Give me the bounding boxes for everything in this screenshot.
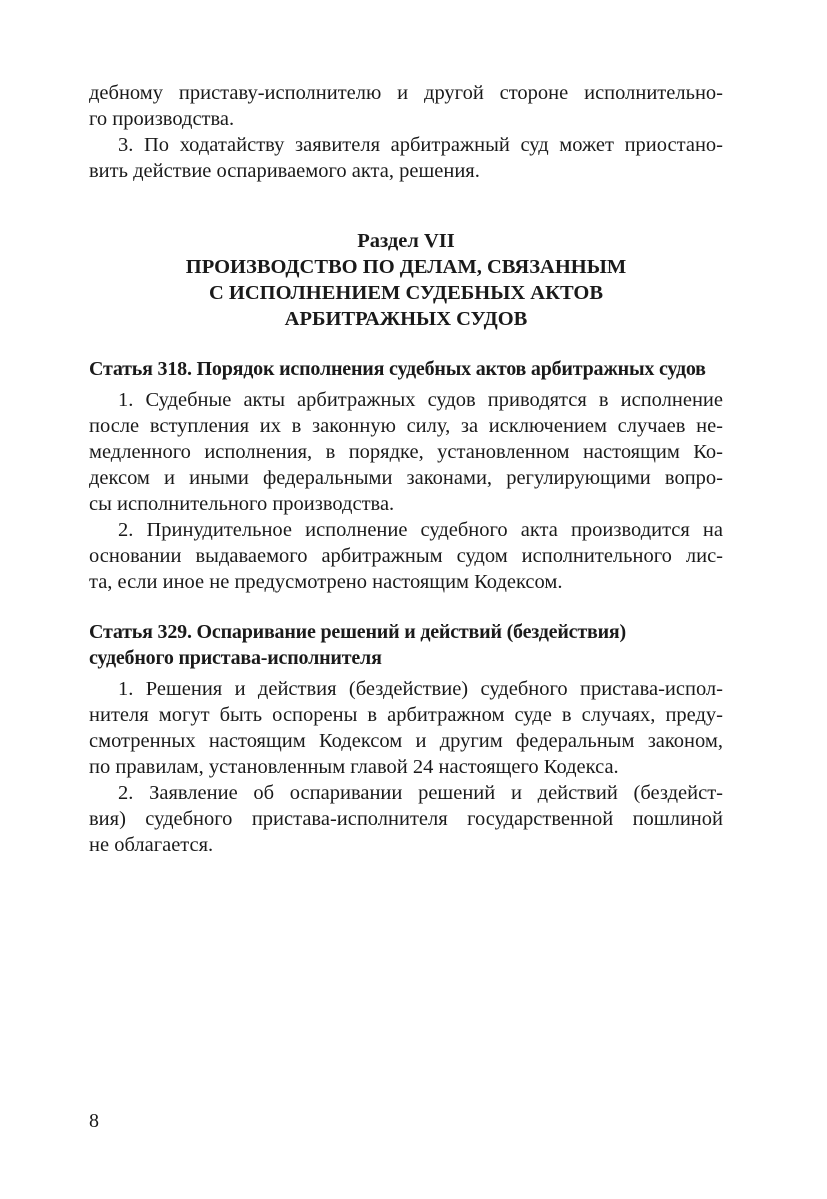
article-329-paragraph-1 <box>89 676 723 780</box>
section-title-line: АРБИТРАЖНЫХ СУДОВ <box>284 308 528 330</box>
text-line: нителя могут быть оспорены в арбитражном суде в случаях, преду- <box>89 704 723 726</box>
text-line: та, если иное не предусмотрено настоящим Кодексом. <box>89 571 563 593</box>
text-line: го производства. <box>89 108 235 130</box>
text-line: сы исполнительного производства. <box>89 493 395 515</box>
text-line: после вступления их в законную силу, за исключением случаев не- <box>89 415 723 437</box>
section-number: Раздел VII <box>357 230 455 252</box>
article-title-line: Статья 329. Оспаривание решений и действий (бездействия) <box>89 621 626 643</box>
text-line: медленного исполнения, в порядке, установленном настоящим Ко- <box>89 441 723 463</box>
section-heading <box>89 228 723 332</box>
text-line: вия) судебного пристава-исполнителя государственной пошлиной <box>89 808 723 830</box>
article-329-paragraph-2 <box>89 780 723 858</box>
article-318-paragraph-2 <box>89 517 723 595</box>
text-line: 2. Принудительное исполнение судебного акта производится на <box>118 519 723 541</box>
page-number: 8 <box>89 1110 99 1132</box>
text-line: вить действие оспариваемого акта, решения. <box>89 160 480 182</box>
article-329-title <box>89 619 723 671</box>
text-line: дебному приставу-исполнителю и другой стороне исполнительно- <box>89 82 723 104</box>
text-line: по правилам, установленным главой 24 настоящего Кодекса. <box>89 756 619 778</box>
text-line: дексом и иными федеральными законами, регулирующими вопро- <box>89 467 723 489</box>
text-line: основании выдаваемого арбитражным судом исполнительного лис- <box>89 545 723 567</box>
text-line: смотренных настоящим Кодексом и другим федеральным законом, <box>89 730 723 752</box>
section-title-line: ПРОИЗВОДСТВО ПО ДЕЛАМ, СВЯЗАННЫМ <box>185 256 627 278</box>
article-title-line: Статья 318. Порядок исполнения судебных актов арбитражных судов <box>89 358 706 380</box>
text-line: 1. Судебные акты арбитражных судов приводятся в исполнение <box>118 389 723 411</box>
article-title-line: судебного пристава-исполнителя <box>89 647 382 669</box>
page-body <box>89 80 723 858</box>
section-title-line: С ИСПОЛНЕНИЕМ СУДЕБНЫХ АКТОВ <box>208 282 603 304</box>
text-line: 1. Решения и действия (бездействие) судебного пристава-испол- <box>118 678 723 700</box>
article-318-paragraph-1 <box>89 387 723 517</box>
article-318-title <box>89 356 723 382</box>
intro-paragraph-1 <box>89 80 723 132</box>
intro-paragraph-2 <box>89 132 723 184</box>
text-line: 2. Заявление об оспаривании решений и действий (бездейст- <box>118 782 723 804</box>
text-line: 3. По ходатайству заявителя арбитражный суд может приостано- <box>118 134 723 156</box>
text-line: не облагается. <box>89 834 214 856</box>
